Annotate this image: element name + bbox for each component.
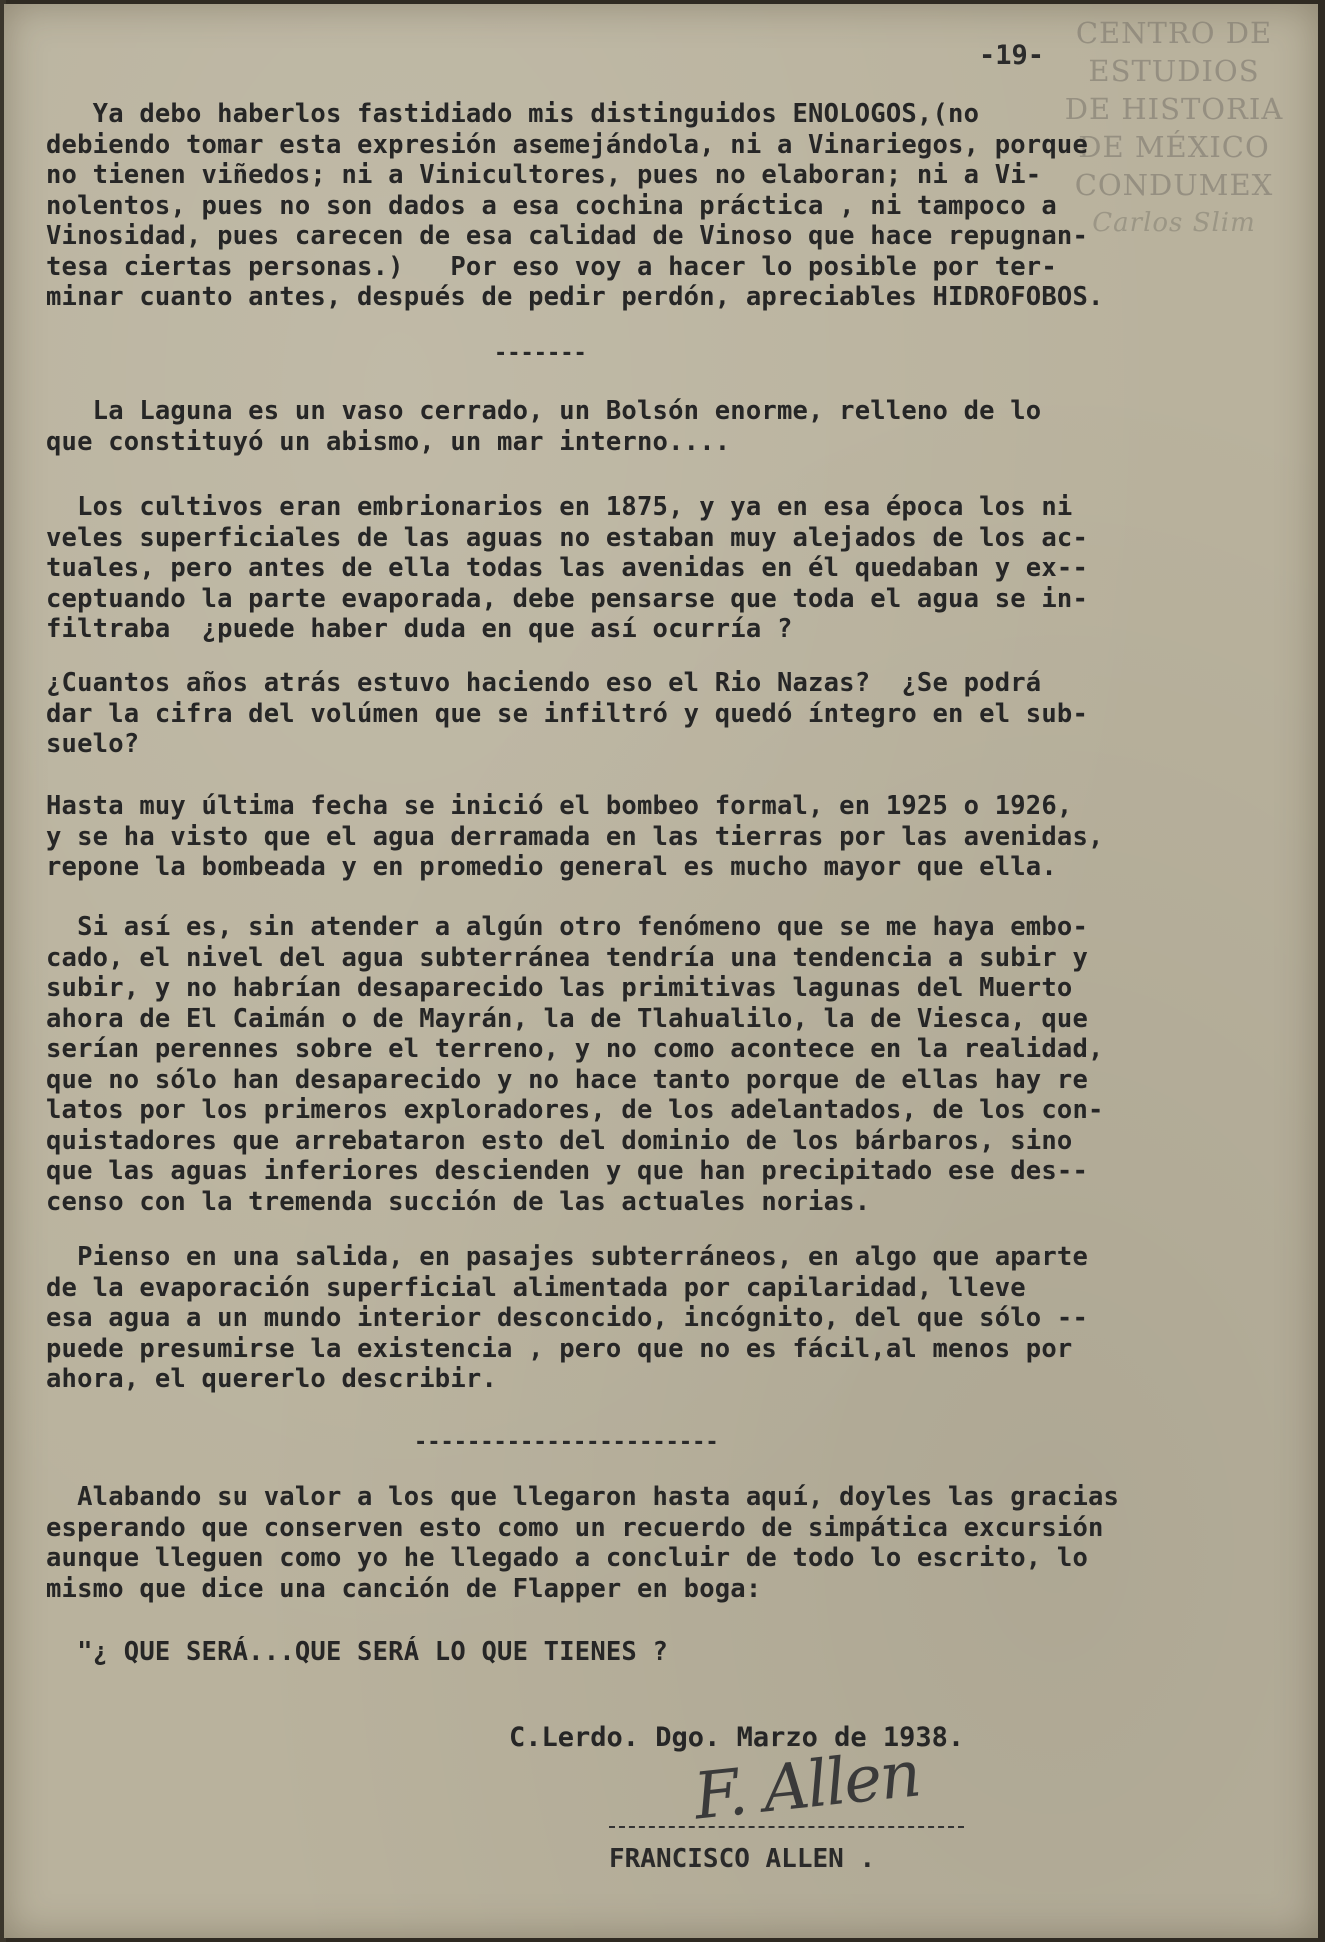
text-line: ¿Cuantos años atrás estuvo haciendo eso el Rio Nazas? ¿Se podrá <box>46 668 1042 698</box>
text-line: aunque lleguen como yo he llegado a concluir de todo lo escrito, lo <box>46 1543 1089 1573</box>
text-line: latos por los primeros exploradores, de los adelantados, de los con- <box>46 1095 1104 1125</box>
text-line: suelo? <box>46 729 140 759</box>
text-line: repone la bombeada y en promedio general es mucho mayor que ella. <box>46 852 1057 882</box>
text-line: serían perennes sobre el terreno, y no como acontece en la realidad, <box>46 1034 1104 1064</box>
text-line: filtraba ¿puede haber duda en que así ocurría ? <box>46 614 793 644</box>
text-line: quistadores que arrebataron esto del dominio de los bárbaros, sino <box>46 1125 1073 1156</box>
watermark-line: ESTUDIOS <box>1088 54 1260 88</box>
divider-line: ------- <box>494 341 587 366</box>
text-line: subir, y no habrían desaparecido las primitivas lagunas del Muerto <box>46 973 1073 1003</box>
text-line: Vinosidad, pues carecen de esa calidad de Vinoso que hace repugnan- <box>46 221 1089 251</box>
divider-line: ----------------------- <box>414 1430 719 1455</box>
page-number: -19- <box>979 40 1045 71</box>
text-line: ahora de El Caimán o de Mayrán, la de Tlahualilo, la de Viesca, que <box>46 1003 1089 1034</box>
text-line: que no sólo han desaparecido y no hace tanto porque de ellas hay re <box>46 1064 1089 1095</box>
author-name: FRANCISCO ALLEN . <box>609 1844 876 1874</box>
text-line: Ya debo haberlos fastidiado mis distinguidos ENOLOGOS,(no <box>46 99 980 129</box>
text-line: Los cultivos eran embrionarios en 1875, y ya en esa época los ni <box>46 492 1073 522</box>
place-date: C.Lerdo. Dgo. Marzo de 1938. <box>509 1722 965 1753</box>
text-line: y se ha visto que el agua derramada en las tierras por las avenidas, <box>46 821 1104 852</box>
text-line: veles superficiales de las aguas no estaban muy alejados de los ac- <box>46 522 1089 553</box>
text-line: esa agua a un mundo interior desconcido, incógnito, del que sólo -- <box>46 1303 1089 1333</box>
signature-line <box>609 1826 964 1828</box>
text-line: mismo que dice una canción de Flapper en boga: <box>46 1573 762 1604</box>
text-line: esperando que conserven esto como un recuerdo de simpática excursión <box>46 1512 1104 1543</box>
paragraph <box>46 1637 668 1668</box>
text-line: tuales, pero antes de ella todas las avenidas en él quedaban y ex-- <box>46 553 1089 583</box>
paragraph <box>46 1242 1088 1395</box>
watermark-line: DE HISTORIA <box>1064 92 1284 126</box>
text-line: nolentos, pues no son dados a esa cochina práctica , ni tampoco a <box>46 190 1057 221</box>
text-line: debiendo tomar esta expresión asemejándola, ni a Vinariegos, porque <box>46 129 1089 160</box>
watermark-line: DE MÉXICO <box>1078 130 1270 164</box>
paragraph <box>46 1482 1119 1604</box>
paragraph <box>46 99 1104 313</box>
paragraph <box>46 791 1104 883</box>
text-line: que constituyó un abismo, un mar interno.... <box>46 426 731 457</box>
text-line: ceptuando la parte evaporada, debe pensarse que toda el agua se in- <box>46 583 1089 614</box>
text-line: Pienso en una salida, en pasajes subterráneos, en algo que aparte <box>46 1242 1089 1272</box>
text-line: puede presumirse la existencia , pero que no es fácil,al menos por <box>46 1333 1073 1364</box>
paragraph <box>46 668 1088 760</box>
text-line: "¿ QUE SERÁ...QUE SERÁ LO QUE TIENES ? <box>46 1637 669 1667</box>
paragraph <box>46 912 1104 1217</box>
handwritten-signature: F. Allen <box>690 1737 923 1835</box>
text-line: tesa ciertas personas.) Por eso voy a hacer lo posible por ter- <box>46 251 1057 282</box>
text-line: minar cuanto antes, después de pedir perdón, apreciables HIDROFOBOS. <box>46 282 1104 312</box>
text-line: que las aguas inferiores descienden y que han precipitado ese des-- <box>46 1156 1089 1186</box>
text-line: Alabando su valor a los que llegaron hasta aquí, doyles las gracias <box>46 1482 1120 1512</box>
watermark-line: CENTRO DE <box>1075 16 1273 50</box>
text-line: Hasta muy última fecha se inició el bombeo formal, en 1925 o 1926, <box>46 791 1073 821</box>
text-line: dar la cifra del volúmen que se infiltró y quedó íntegro en el sub- <box>46 698 1089 729</box>
text-line: de la evaporación superficial alimentada por capilaridad, lleve <box>46 1272 1026 1303</box>
text-line: Si así es, sin atender a algún otro fenómeno que se me haya embo- <box>46 912 1089 942</box>
text-line: censo con la tremenda succión de las actuales norias. <box>46 1186 871 1217</box>
paragraph <box>46 396 1041 457</box>
text-line: ahora, el quererlo describir. <box>46 1364 498 1394</box>
text-line: no tienen viñedos; ni a Vinicultores, pues no elaboran; ni a Vi- <box>46 160 1042 190</box>
text-line: cado, el nivel del agua subterránea tendría una tendencia a subir y <box>46 942 1089 973</box>
text-line: La Laguna es un vaso cerrado, un Bolsón enorme, relleno de lo <box>46 396 1042 426</box>
watermark-signature: Carlos Slim <box>1092 208 1256 238</box>
paragraph <box>46 492 1088 645</box>
document-page <box>4 4 1318 1938</box>
watermark-line: CONDUMEX <box>1074 168 1274 202</box>
